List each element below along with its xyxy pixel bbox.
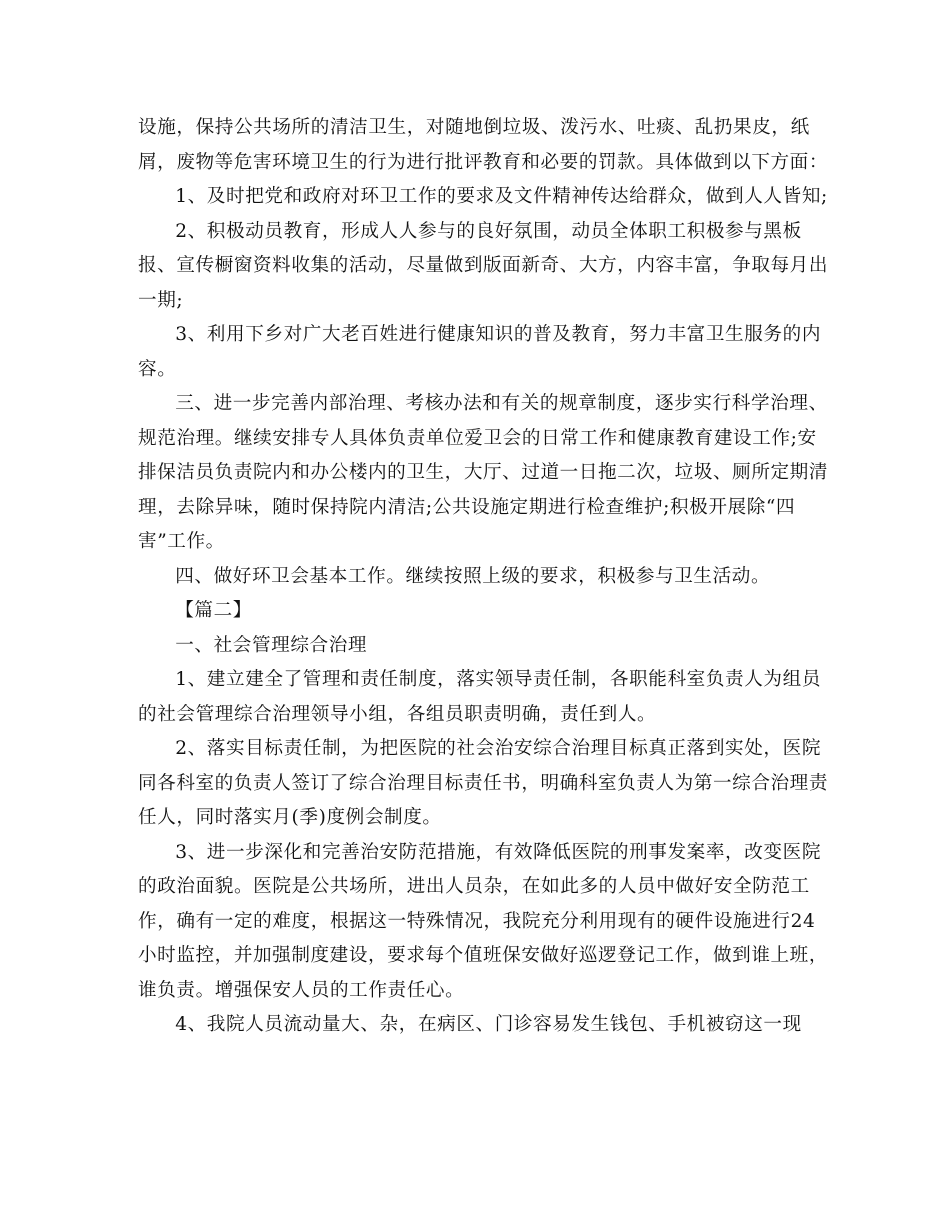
text-line: 3、进一步深化和完善治安防范措施，有效降低医院的刑事发案率，改变医院 bbox=[175, 841, 822, 863]
text-line: 的社会管理综合治理领导小组，各组员职责明确，责任到人。 bbox=[138, 703, 657, 725]
document-body bbox=[138, 111, 828, 1043]
text-line: 3、利用下乡对广大老百姓进行健康知识的普及教育，努力丰富卫生服务的内 bbox=[175, 324, 822, 345]
text-line: 谁负责。增强保安人员的工作责任心。 bbox=[138, 979, 465, 1001]
text-line: 四、做好环卫会基本工作。继续按照上级的要求，积极参与卫生活动。 bbox=[175, 565, 771, 587]
text-line: 的政治面貌。医院是公共场所，进出人员杂，在如此多的人员中做好安全防范工 bbox=[138, 876, 810, 897]
text-line: 三、进一步完善内部治理、考核办法和有关的规章制度，逐步实行科学治理、 bbox=[175, 393, 828, 414]
text-line: 4、我院人员流动量大、杂，在病区、门诊容易发生钱包、手机被窃这一现 bbox=[175, 1014, 802, 1035]
text-line: 1、建立建全了管理和责任制度，落实领导责任制，各职能科室负责人为组员 bbox=[175, 669, 822, 690]
text-line: 屑，废物等危害环境卫生的行为进行批评教育和必要的罚款。具体做到以下方面： bbox=[138, 151, 828, 173]
text-line: 设施，保持公共场所的清洁卫生，对随地倒垃圾、泼污水、吐痰、乱扔果皮，纸 bbox=[138, 117, 810, 138]
text-line: 容。 bbox=[138, 358, 177, 380]
text-line: 一、社会管理综合治理 bbox=[175, 634, 368, 656]
text-line: 2、落实目标责任制，为把医院的社会治安综合治理目标真正落到实处，医院 bbox=[175, 738, 822, 759]
text-line: 排保洁员负责院内和办公楼内的卫生，大厅、过道一日拖二次，垃圾、厕所定期清 bbox=[138, 462, 828, 483]
text-line: 理，去除异味，随时保持院内清洁;公共设施定期进行检查维护;积极开展除“四 bbox=[138, 496, 796, 518]
text-line: 害”工作。 bbox=[138, 531, 225, 552]
text-line: 1、及时把党和政府对环卫工作的要求及文件精神传达给群众，做到人人皆知; bbox=[175, 186, 828, 207]
text-line: 2、积极动员教育，形成人人参与的良好氛围，动员全体职工积极参与黑板 bbox=[175, 220, 802, 242]
text-line: 同各科室的负责人签订了综合治理目标责任书，明确科室负责人为第一综合治理责 bbox=[138, 772, 828, 794]
text-line: 任人，同时落实月(季)度例会制度。 bbox=[138, 807, 442, 828]
text-line: 作，确有一定的难度，根据这一特殊情况，我院充分利用现有的硬件设施进行24 bbox=[138, 910, 816, 932]
text-line: 一期; bbox=[138, 289, 184, 311]
text-line: 小时监控，并加强制度建设，要求每个值班保安做好巡逻登记工作，做到谁上班， bbox=[138, 945, 828, 966]
text-line: 规范治理。继续安排专人具体负责单位爱卫会的日常工作和健康教育建设工作;安 bbox=[138, 427, 817, 449]
text-line: 【篇二】 bbox=[175, 600, 252, 621]
text-line: 报、宣传橱窗资料收集的活动，尽量做到版面新奇、大方，内容丰富，争取每月出 bbox=[138, 255, 828, 276]
